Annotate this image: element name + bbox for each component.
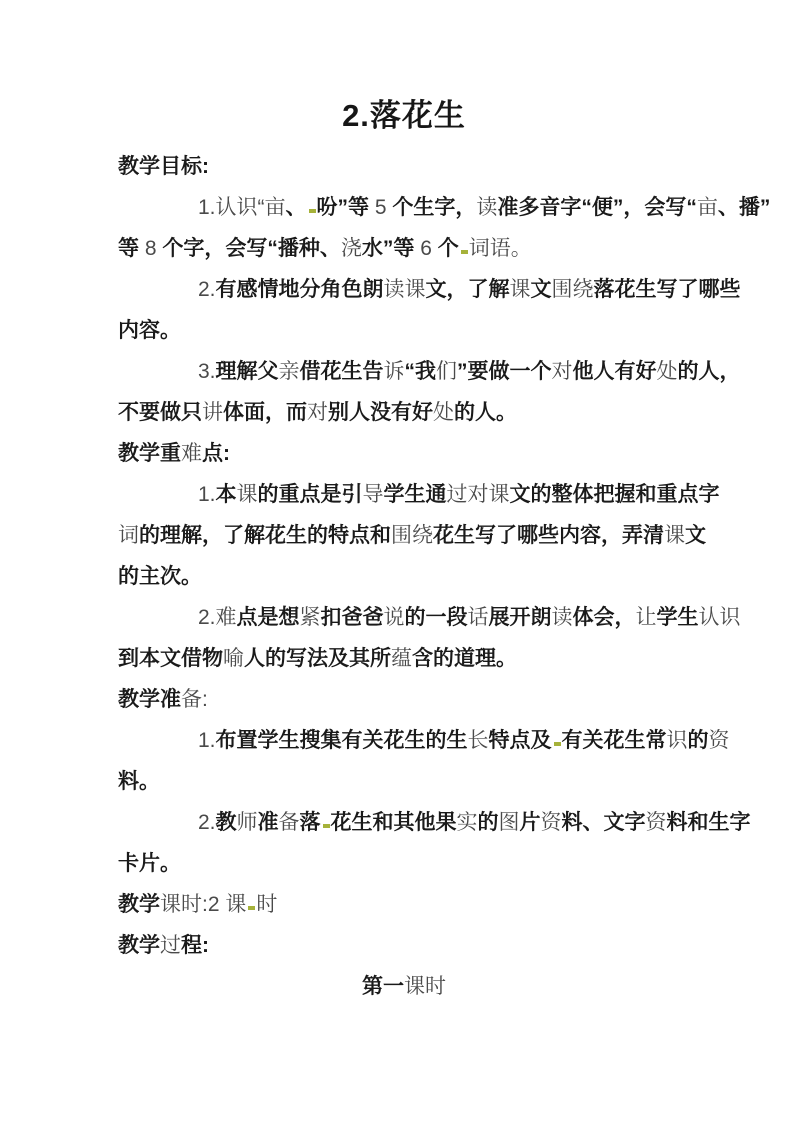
text-segment: 扣爸爸	[320, 606, 384, 629]
text-segment: 料、文字	[561, 811, 646, 834]
text-segment: 难	[215, 606, 237, 629]
key-difficult-points-heading	[118, 433, 690, 474]
text-segment: 的人。	[454, 401, 517, 424]
text-segment: 难	[181, 442, 202, 465]
text-segment: 花生和其他果	[330, 811, 457, 834]
text-line	[118, 966, 690, 1007]
text-segment: 让	[635, 606, 657, 629]
text-line	[118, 474, 720, 515]
text-segment: 蕴	[391, 647, 412, 670]
text-segment: 吩”等	[316, 196, 375, 219]
text-segment: 浇	[340, 237, 362, 260]
text-segment: 内容。	[118, 319, 181, 342]
text-segment: 时	[256, 893, 278, 916]
text-segment: 教学目标:	[118, 155, 209, 178]
text-segment: 资	[645, 811, 667, 834]
text-segment: 准	[257, 811, 279, 834]
text-line	[118, 638, 690, 679]
spellcheck-mark	[554, 742, 561, 746]
text-segment: 布置学生搜集有关花生的生	[215, 729, 468, 752]
text-segment: 片	[519, 811, 541, 834]
text-segment: 的主次。	[118, 565, 202, 588]
text-segment: 1.	[198, 196, 216, 219]
text-segment: 课	[509, 278, 531, 301]
text-segment: 落	[299, 811, 321, 834]
text-line	[118, 187, 771, 228]
spellcheck-mark	[248, 906, 255, 910]
text-line	[118, 228, 690, 269]
text-line	[118, 310, 690, 351]
text-line	[118, 884, 690, 925]
text-segment: 课	[225, 893, 247, 916]
text-segment: 教学重	[118, 442, 181, 465]
teaching-process-heading	[118, 925, 690, 966]
text-segment: 料。	[118, 770, 160, 793]
text-segment: 教学	[118, 934, 160, 957]
text-segment: 的一段	[404, 606, 468, 629]
text-segment: 文的整体把握和重点字	[509, 483, 720, 506]
text-segment: 师	[236, 811, 258, 834]
text-segment: 本	[215, 483, 237, 506]
spellcheck-mark	[323, 824, 330, 828]
preparation-1	[118, 720, 730, 802]
text-segment: 学生通	[383, 483, 447, 506]
text-segment: 第一	[362, 975, 404, 998]
text-segment: 个生字，	[386, 196, 477, 219]
text-segment: 亩	[696, 196, 718, 219]
text-segment: 讲	[202, 401, 223, 424]
text-segment: 8	[144, 237, 157, 260]
text-segment: 2.	[198, 606, 216, 629]
text-segment: 紧	[299, 606, 321, 629]
text-segment: 识	[666, 729, 688, 752]
text-segment: 6	[420, 237, 432, 260]
text-segment: 课	[664, 524, 685, 547]
text-segment: 2	[207, 893, 226, 916]
text-segment: 人的写法及其所	[244, 647, 391, 670]
text-segment: 2.	[198, 278, 216, 301]
objective-2	[118, 269, 741, 351]
text-line	[118, 556, 690, 597]
text-segment: 长	[467, 729, 489, 752]
text-segment: 的重点是引	[257, 483, 363, 506]
text-segment: 资	[708, 729, 730, 752]
teaching-periods	[118, 884, 690, 925]
text-segment: “我	[404, 360, 437, 383]
key-point-1	[118, 474, 720, 597]
text-segment: 有关花生常	[561, 729, 667, 752]
first-period-subtitle	[118, 966, 690, 1007]
text-segment: 文，了解	[425, 278, 510, 301]
objective-3	[118, 351, 741, 433]
text-segment: 、	[285, 196, 307, 219]
text-segment: 特点及	[488, 729, 552, 752]
text-segment: 教	[215, 811, 237, 834]
text-segment: 含的道理。	[412, 647, 517, 670]
text-segment: 对	[551, 360, 573, 383]
text-segment: 体会，	[572, 606, 636, 629]
text-segment: 读	[476, 196, 498, 219]
text-segment: 程:	[181, 934, 209, 957]
text-segment: 别人没有好	[328, 401, 433, 424]
text-segment: 个字，会写“播种、	[156, 237, 341, 260]
text-segment: 文	[530, 278, 552, 301]
text-segment: 实	[456, 811, 478, 834]
text-line	[118, 269, 741, 310]
text-segment: 文	[685, 524, 706, 547]
text-line	[118, 515, 706, 556]
text-line	[118, 843, 690, 884]
text-segment: 导	[362, 483, 384, 506]
text-segment: “亩	[257, 196, 286, 219]
text-segment: 他人有好	[572, 360, 657, 383]
text-segment: 围绕	[391, 524, 433, 547]
text-segment: 点:	[202, 442, 230, 465]
text-segment: 体面，而	[223, 401, 307, 424]
text-segment: 教学准	[118, 688, 181, 711]
text-segment: 说	[383, 606, 405, 629]
text-segment: 备	[278, 811, 300, 834]
text-segment: 个	[431, 237, 459, 260]
text-segment: 诉	[383, 360, 405, 383]
text-segment: ”要做一个	[457, 360, 552, 383]
text-segment: 落花生写了哪些	[593, 278, 741, 301]
text-segment: 借花生告	[299, 360, 384, 383]
text-segment: 读课	[383, 278, 426, 301]
teaching-objectives-heading	[118, 146, 690, 187]
document-body	[118, 146, 771, 1007]
text-line	[118, 351, 741, 392]
text-segment: 过	[160, 934, 181, 957]
text-segment: 料和生字	[666, 811, 751, 834]
text-line	[118, 925, 690, 966]
text-segment: 读	[551, 606, 573, 629]
document-title: 2.落花生	[342, 98, 466, 133]
spellcheck-mark	[461, 250, 468, 254]
difficult-point-2	[118, 597, 741, 679]
text-segment: 图	[498, 811, 520, 834]
objective-1	[118, 187, 771, 269]
spellcheck-mark	[309, 209, 316, 213]
text-segment: 对	[307, 401, 328, 424]
text-segment: 话	[467, 606, 489, 629]
text-segment: 备:	[181, 688, 208, 711]
text-line	[118, 679, 690, 720]
text-segment: 花生写了哪些内容，弄清	[433, 524, 664, 547]
text-segment: 词语。	[468, 237, 532, 260]
text-line	[118, 146, 690, 187]
text-segment: 认识	[215, 196, 258, 219]
text-segment: 到本文借物	[118, 647, 223, 670]
text-segment: 资	[540, 811, 562, 834]
text-segment: 5	[374, 196, 387, 219]
text-segment: 喻	[223, 647, 244, 670]
text-segment: 卡片。	[118, 852, 181, 875]
teaching-preparation-heading	[118, 679, 690, 720]
text-segment: 展开朗	[488, 606, 552, 629]
preparation-2	[118, 802, 751, 884]
text-segment: 水”等	[361, 237, 421, 260]
text-segment: 课时	[404, 975, 446, 998]
text-segment: 不要做只	[118, 401, 202, 424]
text-segment: 点是想	[236, 606, 300, 629]
text-line	[118, 392, 690, 433]
text-segment: 处	[433, 401, 454, 424]
text-line	[118, 433, 690, 474]
text-segment: 教学	[118, 893, 160, 916]
text-segment: 课	[236, 483, 258, 506]
text-segment: 认识	[698, 606, 741, 629]
text-line	[118, 761, 690, 802]
text-line	[118, 720, 730, 761]
text-segment: 的	[477, 811, 499, 834]
text-segment: 1.	[198, 483, 216, 506]
text-segment: 的	[687, 729, 709, 752]
text-segment: 学生	[656, 606, 699, 629]
text-segment: 、播”	[717, 196, 771, 219]
text-segment: 们	[436, 360, 458, 383]
text-line	[118, 597, 741, 638]
text-segment: 过对课	[446, 483, 510, 506]
text-segment: 等	[118, 237, 145, 260]
text-segment: 的理解，了解花生的特点和	[139, 524, 391, 547]
text-segment: 理解父	[215, 360, 279, 383]
text-segment: 课时:	[160, 893, 208, 916]
text-segment: 1.	[198, 729, 216, 752]
text-segment: 准多音字“便”，会写“	[497, 196, 697, 219]
text-segment: 2.	[198, 811, 216, 834]
text-segment: 有感情地分角色朗	[215, 278, 384, 301]
text-segment: 词	[118, 524, 139, 547]
text-segment: 处	[656, 360, 678, 383]
text-segment: 3.	[198, 360, 216, 383]
text-line	[118, 802, 751, 843]
text-segment: 的人，	[677, 360, 741, 383]
text-segment: 亲	[278, 360, 300, 383]
text-segment: 围绕	[551, 278, 594, 301]
